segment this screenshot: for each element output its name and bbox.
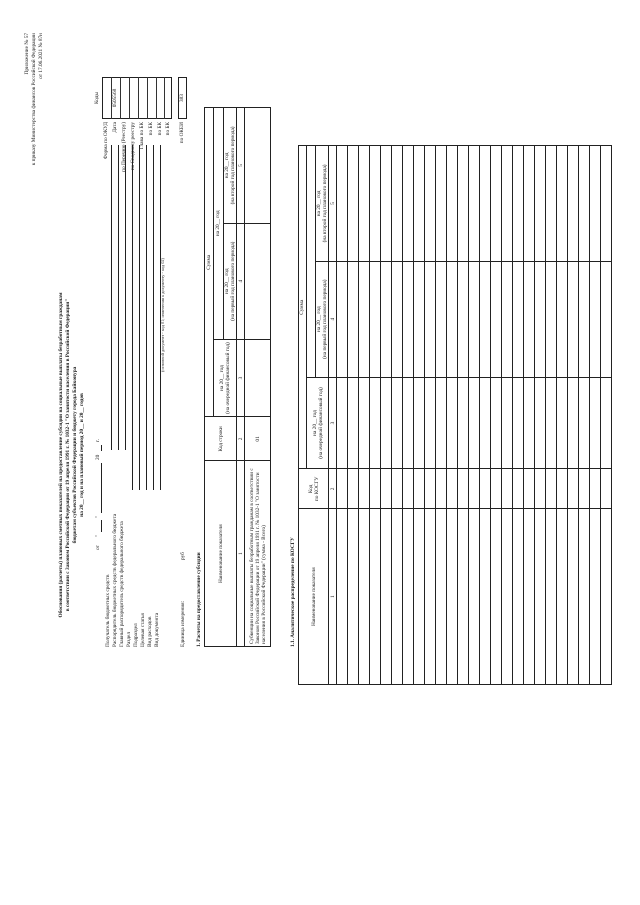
codes-label-bk-2: по БК xyxy=(157,122,163,136)
s1-row-name: Субвенции на социальные выплаты безработным гражданам в соответствии с Законом Российской Федерации от 19 апреля 1991 г. № 1032-1 "О занятости населения в Российской Федерации" (сумма - Всего) xyxy=(245,461,271,647)
codes-label-okei: по ОКЕИ xyxy=(179,122,185,144)
s1-header-plan-period: на 20__ год xyxy=(214,108,224,340)
s11-num-2: 2 xyxy=(329,469,337,509)
s1-header-current-year: на 20__ год (на очередной финансовый год) xyxy=(214,339,237,417)
table-row xyxy=(601,146,612,685)
annex-date: от 17.06.2021 № 87н xyxy=(38,33,44,79)
date-year: 20 xyxy=(95,454,101,460)
s1-num-2: 2 xyxy=(237,417,245,461)
section-1-table xyxy=(204,107,271,647)
codes-label-bk-1: по БК xyxy=(148,122,154,136)
section-1-1-title: 1.1. Аналитическое распределение по КОСГУ xyxy=(290,537,296,647)
s1-header-code: Код строки xyxy=(205,417,237,461)
codes-header: Коды xyxy=(94,91,100,105)
s1-header-plan-year-2: на 20__ год (на второй год планового периода) xyxy=(224,108,237,224)
codes-label-bk-3: по БК xyxy=(165,122,171,136)
field-section: Раздел xyxy=(126,632,132,647)
table-row xyxy=(458,146,469,685)
okud-code: 0505568 xyxy=(112,88,118,108)
table-row xyxy=(436,146,447,685)
s11-header-amount: Сумма xyxy=(299,146,307,469)
doc-title-line-3: бюджетам субъектов Российской Федерации и бюджету города Байконура xyxy=(72,366,78,544)
s1-row-plan-2 xyxy=(245,108,271,224)
s11-header-plan-year-1: на 20__ год (на первый год планового периода) xyxy=(316,261,329,377)
table-row xyxy=(502,146,513,685)
date-from: от xyxy=(95,545,101,550)
s1-num-1: 1 xyxy=(237,461,245,647)
doc-title-line-1: Обоснования (расчеты) плановых сметных показателей на предоставление субсидии на социальные выплаты безработным гражданам xyxy=(58,292,64,618)
table-row xyxy=(359,146,370,685)
doc-title-line-4: на 20__ год и на плановый период 20__ и 20__ годов xyxy=(79,393,85,517)
annex-order: к приказу Министерства финансов Российской Федерации xyxy=(31,33,37,166)
field-manager-federal: Распорядитель бюджетных средств федерального бюджета xyxy=(112,513,118,647)
field-recipient: Получатель бюджетных средств xyxy=(105,574,111,647)
s1-row-current xyxy=(245,339,271,417)
table-row xyxy=(370,146,381,685)
field-chief-manager: Главный распорядитель средств федерального бюджета xyxy=(119,521,125,647)
s11-header-current-year: на 20__ год (на очередной финансовый год) xyxy=(307,377,329,469)
table-row xyxy=(535,146,546,685)
table-row xyxy=(590,146,601,685)
field-expense-type: Вид расходов xyxy=(147,616,153,647)
table-row xyxy=(469,146,480,685)
codes-label-date: Дата xyxy=(112,122,118,133)
s1-header-amount: Сумма xyxy=(205,108,214,417)
table-row xyxy=(557,146,568,685)
field-target-item: Целевая статья xyxy=(140,613,146,647)
s11-header-name: Наименование показателя xyxy=(299,509,329,685)
s11-num-4: 4 xyxy=(329,261,337,377)
s11-header-plan-year-2: на 20__ год (на второй год планового периода) xyxy=(316,146,329,262)
table-row xyxy=(524,146,535,685)
table-row xyxy=(513,146,524,685)
table-row xyxy=(480,146,491,685)
table-row xyxy=(425,146,436,685)
doc-title-line-2: в соответствии с Законом Российской Федерации от 19 апреля 1991 г. № 1032-1 "О занятости населения в Российской Федерации" xyxy=(65,298,71,612)
table-row xyxy=(579,146,590,685)
table-row xyxy=(546,146,557,685)
codes-label-svodny: по Сводному реестру xyxy=(130,122,136,171)
table-row xyxy=(337,146,348,685)
table-row xyxy=(348,146,359,685)
s11-num-1: 1 xyxy=(329,509,337,685)
table-row xyxy=(491,146,502,685)
s1-row-plan-1 xyxy=(245,223,271,339)
s1-num-3: 3 xyxy=(237,339,245,417)
date-quote-2: " xyxy=(95,515,101,518)
field-doc-type: Вид документа xyxy=(154,612,160,647)
annex-number: Приложение № 57 xyxy=(24,33,30,75)
table-row xyxy=(381,146,392,685)
table-row xyxy=(403,146,414,685)
codes-label-okud: Форма по ОКУД xyxy=(103,122,109,160)
unit-label: Единица измерения: xyxy=(180,600,186,647)
table-row xyxy=(414,146,425,685)
doc-type-hint: (основной документ - код 01; изменения к документу - код 02) xyxy=(160,258,165,372)
okei-code: 383 xyxy=(179,94,185,102)
table-row xyxy=(447,146,458,685)
s11-header-plan-period xyxy=(307,146,316,378)
s11-header-kosgu: Код по КОСГУ xyxy=(299,469,329,509)
field-subsection: Подраздел xyxy=(133,623,139,647)
unit-value: руб xyxy=(180,552,186,560)
codes-label-perechen: по Перечню (Реестру) xyxy=(121,122,127,172)
section-1-1-table xyxy=(298,145,612,685)
s11-num-5: 5 xyxy=(329,146,337,262)
s1-header-name: Наименование показателя xyxy=(205,461,237,647)
s1-row-code: 01 xyxy=(245,417,271,461)
date-quote: " xyxy=(95,534,101,537)
s1-num-4: 4 xyxy=(237,223,245,339)
table-row xyxy=(392,146,403,685)
s1-header-plan-year-1: на 20__ год (на первый год планового периода) xyxy=(224,223,237,339)
date-suffix: г. xyxy=(95,439,101,442)
s1-num-5: 5 xyxy=(237,108,245,224)
section-1-title: 1. Расчеты на предоставление субсидии xyxy=(196,552,202,647)
s11-num-3: 3 xyxy=(329,377,337,469)
codes-label-glava: Глава по БК xyxy=(139,122,145,150)
table-row xyxy=(568,146,579,685)
